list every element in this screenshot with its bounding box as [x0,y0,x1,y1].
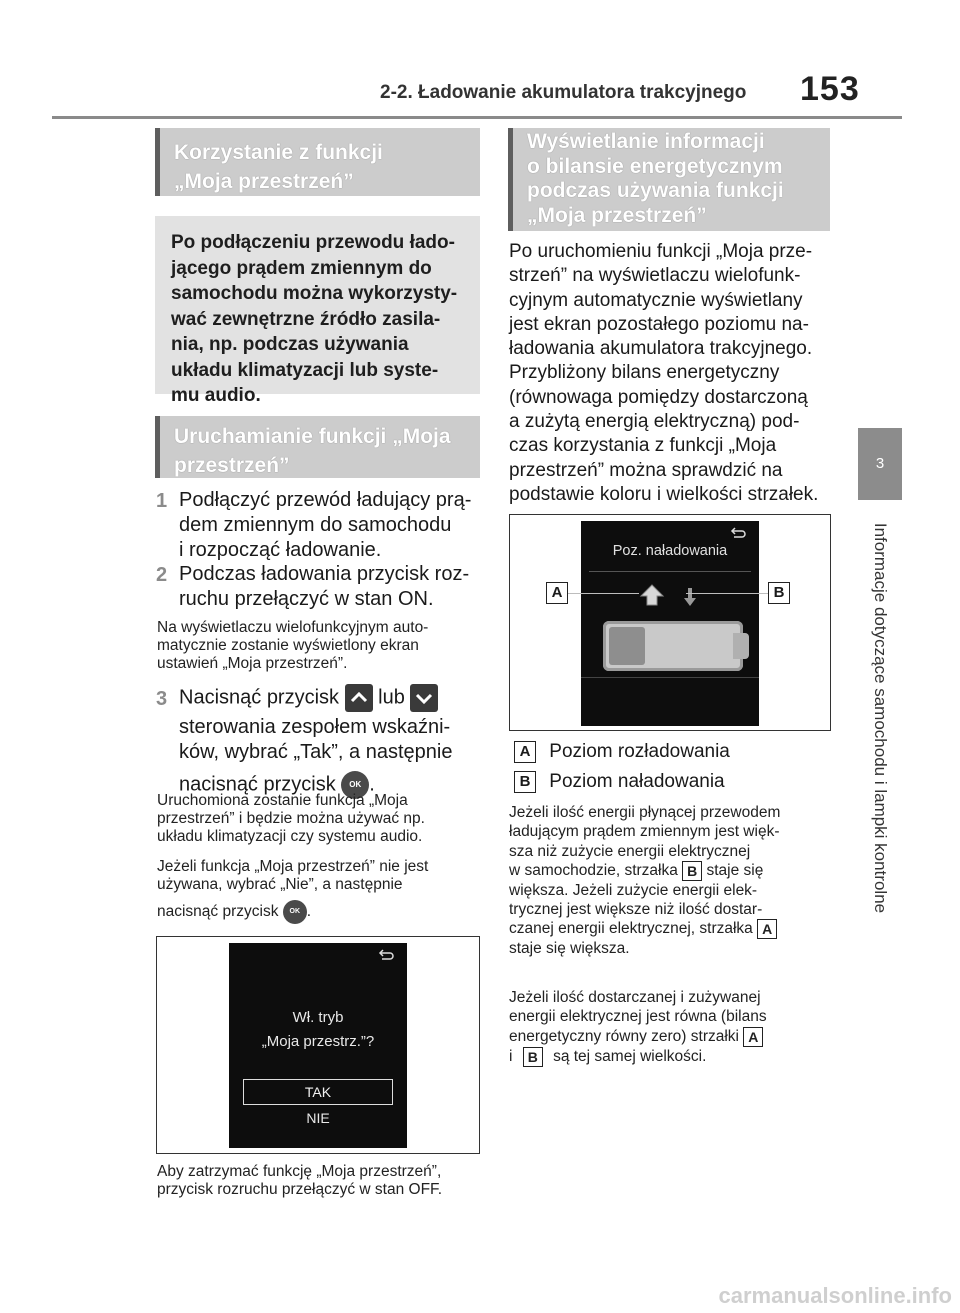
step-2-text [179,562,479,612]
step-3-note [157,792,482,846]
note-line: Na wyświetlaczu wielofunkcyjnym auto- [157,619,429,636]
intro-line: jącego prądem zmiennym do [171,257,432,279]
figure-screen-enable [156,936,480,1154]
screen-title-2: „Moja przestrz.”? [261,1033,375,1050]
note-line: i [509,1047,513,1065]
step-2-note [157,619,482,673]
note-line: używana, wybrać „Nie”, a następnie [157,876,403,893]
note-line: Jeżeli ilość energii płynącej przewodem [509,804,781,821]
ok-button-icon: OK [283,900,307,924]
step-line: sterowania zespołem wskaźni- [179,716,451,738]
intro-line: nia, np. podczas używania [171,334,409,355]
punctuation: . [306,903,312,921]
legend-text: Poziom rozładowania [549,741,730,763]
chapter-title: Informacje dotyczące samochodu i lampki kontrolne [871,522,890,914]
step-1-text [179,488,479,563]
step-number: 1 [156,490,168,512]
label-b-icon: B [523,1047,543,1067]
note-line: są tej samej wielkości. [553,1047,707,1065]
note-line: w samochodzie, strzałka [509,861,678,879]
display-screen [581,521,759,726]
note-line: Jeżeli funkcja „Moja przestrzeń” nie jest [157,858,429,875]
callout-line-a [568,593,639,594]
step-3-text [179,684,484,799]
heading-line: Wyświetlanie informacji [527,130,765,153]
charge-arrow-icon [683,587,697,607]
battery-terminal [733,633,749,659]
step-number: 3 [156,688,168,710]
ok-button-icon: OK [341,771,369,799]
step-line: ków, wybrać „Tak”, a następnie [179,741,453,763]
step-word: lub [378,686,405,709]
label-a-icon: A [514,741,536,763]
intro-line: samochodu można wykorzysty- [171,283,458,304]
body-line: (równowaga pomiędzy dostarczoną [509,386,808,408]
section-title: 2-2. Ładowanie akumulatora trakcyjnego [380,82,747,103]
step-line: i rozpocząć ładowanie. [179,539,382,561]
option-nie[interactable]: NIE [306,1110,330,1126]
heading-line: Korzystanie z funkcji [174,141,383,164]
back-icon [729,527,747,541]
callout-line-b [686,593,768,594]
note-line: układu klimatyzacji czy systemu audio. [157,828,423,845]
figure-caption [157,1163,482,1199]
heading-line: „Moja przestrzeń” [527,203,707,227]
right-note-1 [509,803,839,959]
body-line: czas korzystania z funkcji „Moja [509,435,777,457]
option-tak[interactable]: TAK [243,1079,393,1105]
body-line: podstawie koloru i wielkości strzałek. [509,483,819,505]
page-number: 153 [800,70,860,108]
body-line: cyjnym automatycznie wyświetlany [509,289,803,311]
back-icon [377,949,395,963]
screen-title: Poz. naładowania [612,543,728,559]
intro-panel [155,216,480,406]
heading-line: Uruchamianie funkcji „Moja [174,425,451,448]
note-line: sza niż zużycie energii elektrycznej [509,842,751,860]
heading-uruchamianie [155,416,480,478]
heading-moja-przestrzen [155,128,480,196]
heading-line: podczas używania funkcji [527,179,784,202]
discharge-arrow-icon [639,583,665,609]
note-line: Uruchomiona zostanie funkcja „Moja [157,792,408,809]
screen-divider [581,677,759,678]
step-line: dem zmiennym do samochodu [179,514,452,536]
screen-divider [589,571,751,572]
right-body [509,240,839,507]
punctuation: . [369,773,375,796]
note-line: Jeżeli ilość dostarczanej i zużywanej [509,989,761,1006]
label-b-icon: B [682,861,702,881]
body-line: ładowania akumulatora trakcyjnego. [509,338,813,360]
note-line: energii elektrycznej jest równa (bilans [509,1008,767,1026]
figure-charge-level [509,514,831,731]
note-line: ustawień „Moja przestrzeń”. [157,655,348,672]
callout-label-a: A [546,582,568,604]
note-line: ładującym prądem zmiennym jest więk- [509,823,780,841]
heading-line: o bilansie energetycznym [527,154,783,178]
intro-line: układu klimatyzacji lub syste- [171,359,439,381]
note-line: większa. Jeżeli zużycie energii elek- [509,881,758,899]
legend-b [514,771,725,793]
body-line: a zużytą energią elektryczną) pod- [509,411,800,433]
screen-title-1: Wł. tryb [292,1009,344,1026]
body-line: przestrzeń” można sprawdzić na [509,459,783,481]
battery-gauge [603,621,743,671]
heading-line: „Moja przestrzeń” [174,170,354,193]
body-line: jest ekran pozostałego poziomu na- [509,313,809,335]
heading-wyswietlanie [508,128,830,231]
caption-line: przycisk rozruchu przełączyć w stan OFF. [157,1181,443,1198]
step-number: 2 [156,564,168,586]
battery-fill [609,627,645,665]
header-rule [52,116,902,119]
caption-line: Aby zatrzymać funkcję „Moja przestrzeń”, [157,1163,442,1180]
body-line: Przybliżony bilans energetyczny [509,362,780,384]
note-line: staje się [706,861,764,879]
body-line: strzeń” na wyświetlaczu wielofunk- [509,265,801,287]
note-line: staje się większa. [509,940,630,958]
intro-line: mu audio. [171,385,261,406]
step-3-note-2 [157,858,482,924]
down-button-icon [410,684,438,712]
label-a-icon: A [743,1027,763,1047]
note-line: przestrzeń” i będzie można używać np. [157,810,425,827]
step-line: Podczas ładowania przycisk roz- [179,563,470,585]
up-button-icon [345,684,373,712]
label-b-icon: B [514,771,536,793]
callout-label-b: B [768,582,790,604]
chapter-tab: 3 [858,428,902,500]
legend-text: Poziom naładowania [549,771,725,793]
step-line: Podłączyć przewód ładujący prą- [179,489,472,511]
note-line: energetyczny równy zero) strzałki [509,1027,739,1045]
legend-a [514,741,730,763]
step-line: ruchu przełączyć w stan ON. [179,588,434,610]
intro-line: wać zewnętrzne źródło zasila- [171,308,441,330]
display-screen [229,943,407,1148]
note-line: czanej energii elektrycznej, strzałka [509,920,753,938]
intro-line: Po podłączeniu przewodu łado- [171,232,455,253]
step-line: nacisnąć przycisk [179,773,336,796]
note-line: matycznie zostanie wyświetlony ekran [157,637,419,654]
note-line: trycznej jest większe niż ilość dostar- [509,901,763,919]
body-line: Po uruchomieniu funkcji „Moja prze- [509,241,813,262]
right-note-2 [509,988,839,1067]
label-a-icon: A [757,919,777,939]
watermark: carmanualsonline.info [718,1283,952,1308]
note-line: nacisnąć przycisk [157,903,279,921]
heading-line: przestrzeń” [174,454,290,477]
step-line: Nacisnąć przycisk [179,686,340,709]
